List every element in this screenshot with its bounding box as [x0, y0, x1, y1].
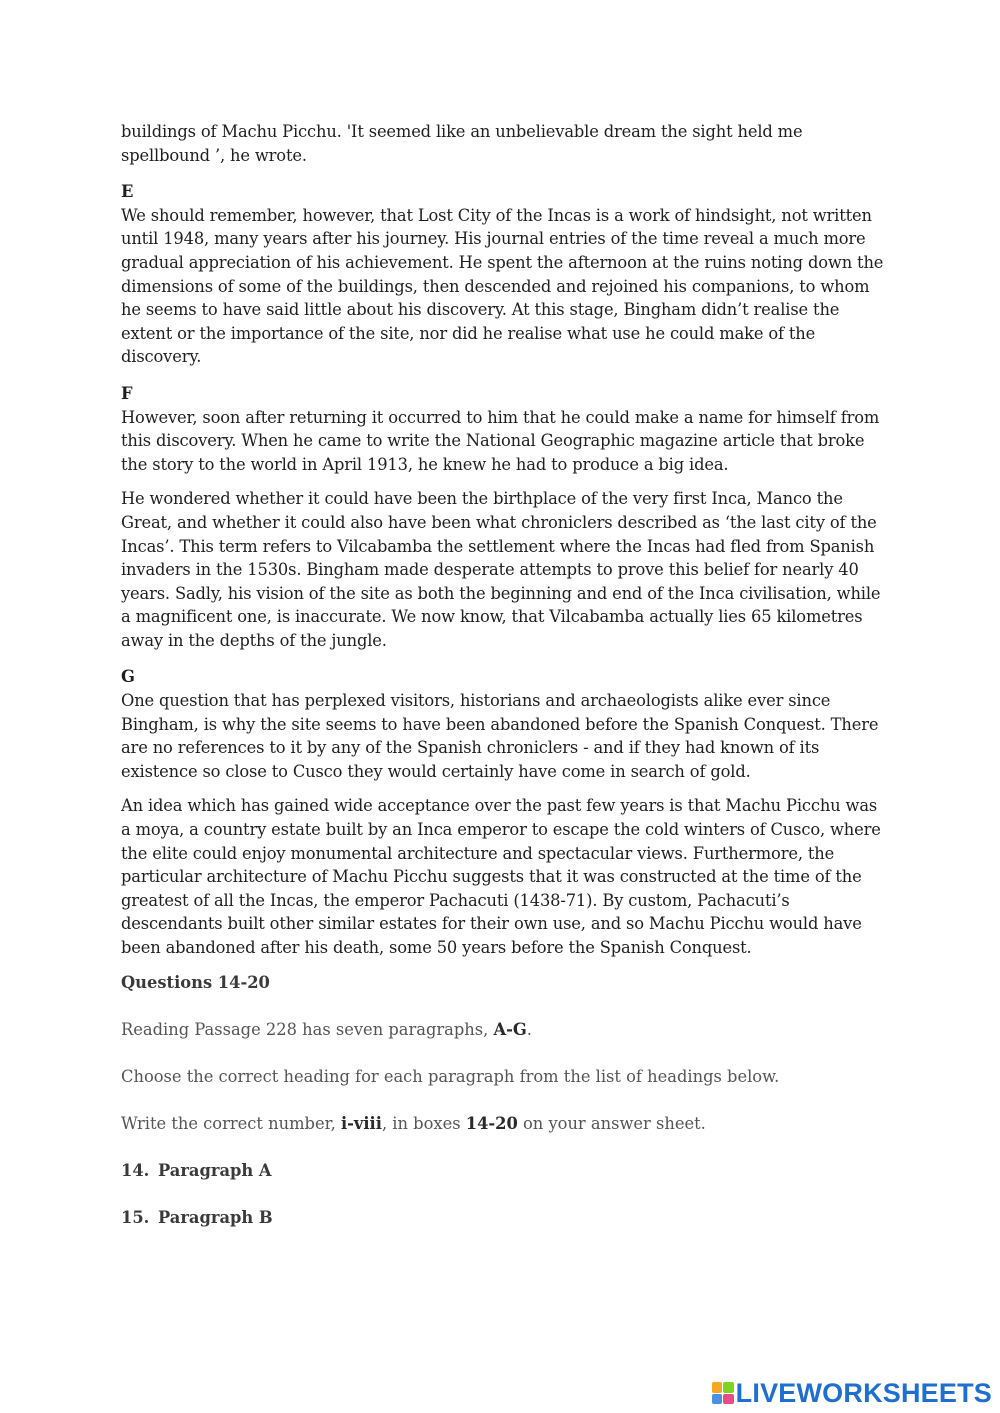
section-g-paragraph-1: One question that has perplexed visitors, historians and archaeologists alike ever since Bingham, is why the site seems to have been abandoned before the Spanish Conquest. There are no references to it by any of the Spanish chroniclers - and if they had known of its existence so close to Cusco they would certainly have come in search of gold.: [121, 691, 879, 781]
question-item: 15. Paragraph B: [121, 1208, 273, 1228]
instruction-write-number: Write the correct number, i-viii, in boxes 14-20 on your answer sheet.: [121, 1113, 706, 1133]
question-item: 14. Paragraph A: [121, 1160, 272, 1180]
liveworksheets-logo[interactable]: [712, 1377, 992, 1409]
questions-title: Questions 14-20: [121, 972, 270, 992]
worksheet-page: [121, 120, 886, 1230]
section-letter-g: G: [121, 667, 135, 687]
section-e-paragraph-1: We should remember, however, that Lost City of the Incas is a work of hindsight, not written until 1948, many years after his journey. His journal entries of the time reveal a much more gradual appreciation of his achievement. He spent the afternoon at the ruins noting down the dimensions of some of the buildings, then descended and rejoined his companions, to whom he seems to have said little about his discovery. At this stage, Bingham didn’t realise the extent or the importance of the site, nor did he realise what use he could make of the discovery.: [121, 205, 884, 367]
section-f-paragraph-1: However, soon after returning it occurred to him that he could make a name for himself from this discovery. When he came to write the National Geographic magazine article that broke the story to the world in April 1913, he knew he had to produce a big idea.: [121, 407, 880, 474]
liveworksheets-logo-icon: [712, 1382, 734, 1404]
section-letter-e: E: [121, 182, 134, 202]
section-f-paragraph-2: He wondered whether it could have been the birthplace of the very first Inca, Manco the Great, and whether it could also have been what chroniclers described as ‘the last city of the Incas’. This term refers to Vilcabamba the settlement where the Incas had fled from Spanish invaders in the 1530s. Bingham made desperate attempts to prove this belief for nearly 40 years. Sadly, his vision of the site as both the beginning and end of the Inca civilisation, while a magnificent one, is inaccurate. We now know, that Vilcabamba actually lies 65 kilometres away in the depths of the jungle.: [121, 489, 881, 650]
liveworksheets-logo-text: LIVEWORKSHEETS: [735, 1378, 992, 1408]
passage-intro-tail: buildings of Machu Picchu. 'It seemed like an unbelievable dream the sight held me spellbound ’, he wrote.: [121, 122, 803, 165]
section-letter-f: F: [121, 383, 133, 403]
instruction-choose-heading: Choose the correct heading for each paragraph from the list of headings below.: [121, 1066, 780, 1086]
instruction-paragraph-count: Reading Passage 228 has seven paragraphs, A-G.: [121, 1019, 532, 1039]
section-g-paragraph-2: An idea which has gained wide acceptance over the past few years is that Machu Picchu was a moya, a country estate built by an Inca emperor to escape the cold winters of Cusco, where the elite could enjoy monumental architecture and spectacular views. Furthermore, the particular architecture of Machu Picchu suggests that it was constructed at the time of the greatest of all the Incas, the emperor Pachacuti (1438-71). By custom, Pachacuti’s descendants built other similar estates for their own use, and so Machu Picchu would have been abandoned after his death, some 50 years before the Spanish Conquest.: [121, 796, 881, 957]
